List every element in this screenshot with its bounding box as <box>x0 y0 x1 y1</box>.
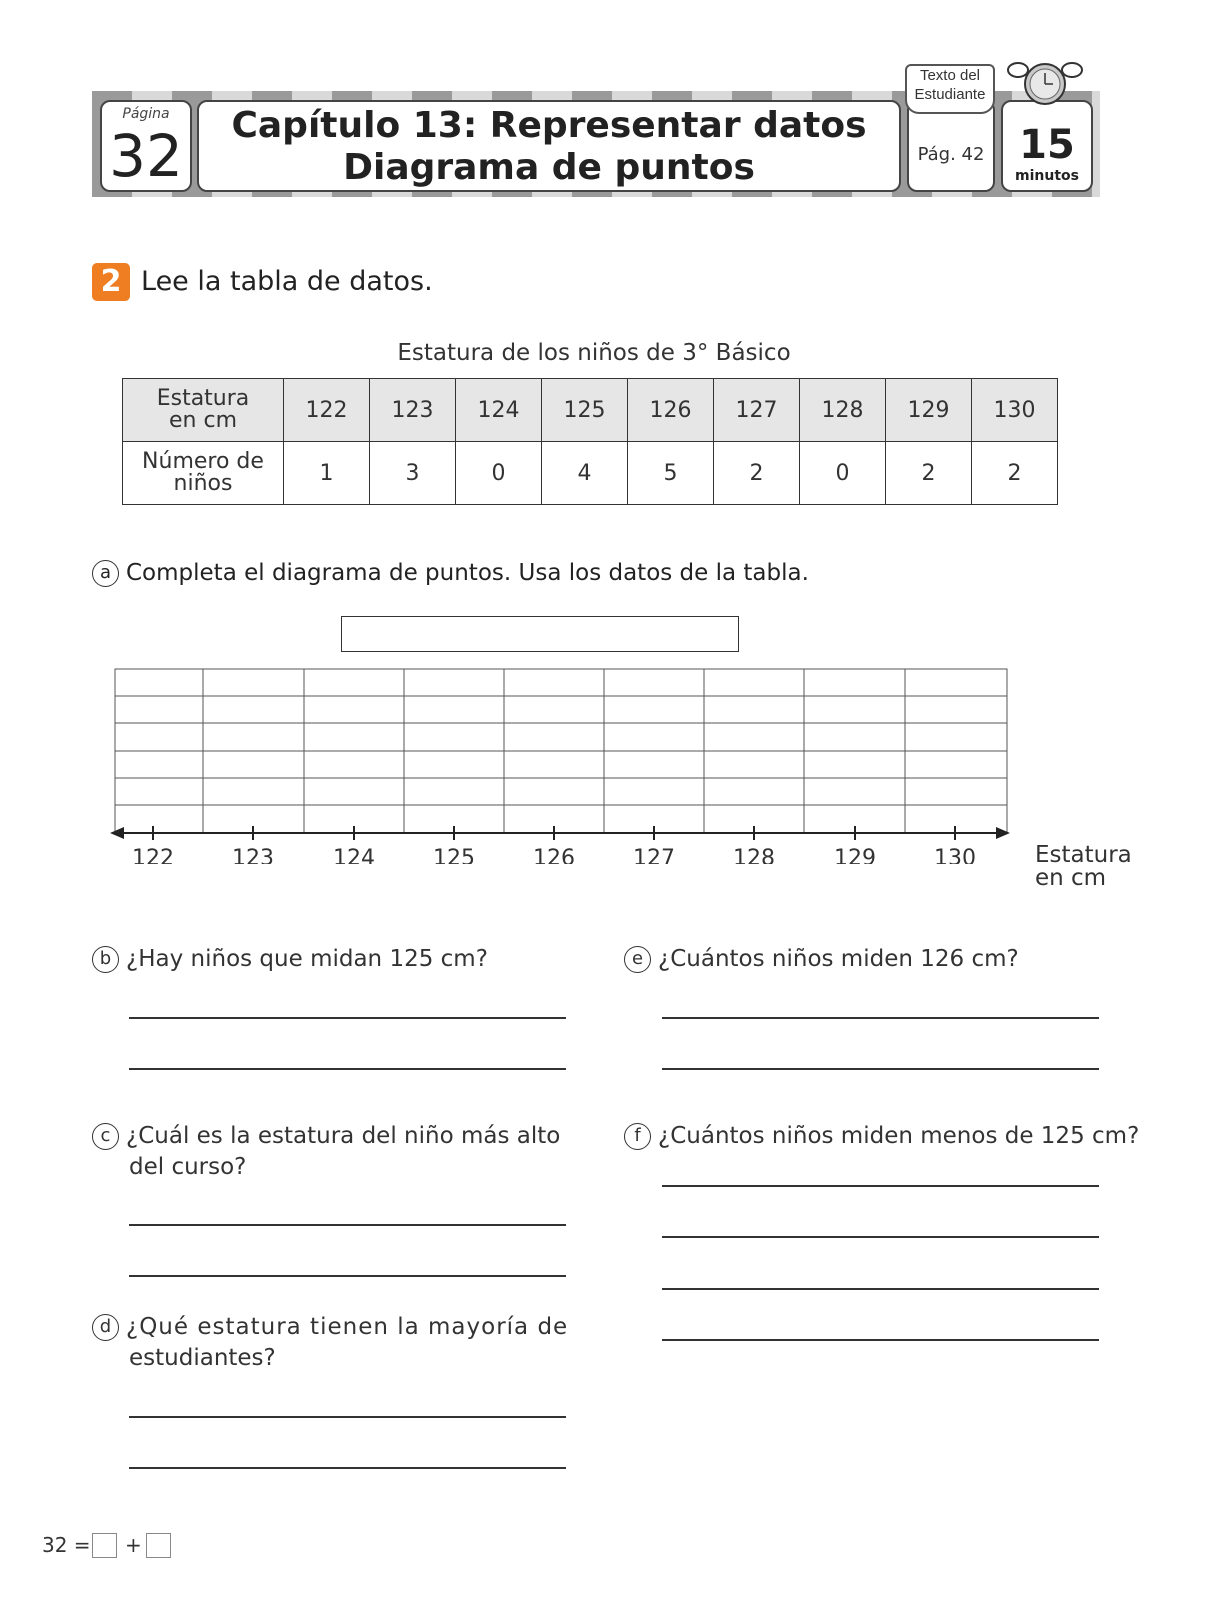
part-letter-b: b <box>92 946 119 973</box>
answer-line-f1[interactable] <box>662 1185 1099 1187</box>
tick-label: 124 <box>333 846 375 864</box>
height-cell: 127 <box>714 379 800 442</box>
axis-label-line: en cm <box>1035 865 1107 891</box>
data-table <box>122 378 1058 505</box>
axis-label <box>1035 844 1132 890</box>
page-number-box <box>100 100 192 192</box>
question-f <box>624 1121 1139 1152</box>
answer-line-c2[interactable] <box>129 1275 566 1277</box>
badge-line-2: Estudiante <box>914 86 986 103</box>
question-d-line2: estudiantes? <box>129 1345 276 1371</box>
page-label: Página <box>122 106 170 122</box>
question-b-text: ¿Hay niños que midan 125 cm? <box>126 946 488 972</box>
footer-equation-prefix: 32 = <box>42 1533 91 1557</box>
student-text-badge <box>905 64 995 114</box>
count-cell: 1 <box>284 442 370 505</box>
section-title: Diagrama de puntos <box>343 147 755 188</box>
left-arrow-icon <box>110 827 124 839</box>
height-cell: 128 <box>800 379 886 442</box>
badge-line-1: Texto del <box>919 67 981 84</box>
question-b <box>92 944 488 975</box>
tick-label: 129 <box>834 846 876 864</box>
count-cell: 0 <box>800 442 886 505</box>
count-cell: 0 <box>456 442 542 505</box>
part-a-text: Completa el diagrama de puntos. Usa los datos de la tabla. <box>126 560 809 586</box>
tick-label: 128 <box>733 846 775 864</box>
question-f-text: ¿Cuántos niños miden menos de 125 cm? <box>658 1123 1140 1149</box>
chapter-title: Capítulo 13: Representar datos <box>231 105 867 146</box>
question-c <box>92 1121 572 1183</box>
part-letter-e: e <box>624 946 651 973</box>
row-header-line: Número de <box>142 449 264 474</box>
row-header-line: en cm <box>169 408 237 433</box>
height-cell: 124 <box>456 379 542 442</box>
count-cell: 5 <box>628 442 714 505</box>
question-d-line1: ¿Qué estatura tienen la mayoría de <box>126 1314 569 1340</box>
tick-label: 123 <box>232 846 274 864</box>
count-cell: 4 <box>542 442 628 505</box>
tick-label: 130 <box>934 846 976 864</box>
height-cell: 122 <box>284 379 370 442</box>
student-text-page: Pág. 42 <box>917 144 985 165</box>
height-cell: 125 <box>542 379 628 442</box>
footer-box-2[interactable] <box>146 1533 171 1558</box>
part-letter-d: d <box>92 1314 119 1341</box>
dot-plot-grid[interactable] <box>110 664 1010 864</box>
question-c-line2: del curso? <box>129 1154 247 1180</box>
table-row-heights <box>123 379 1058 442</box>
answer-line-b2[interactable] <box>129 1068 566 1070</box>
item-number-badge: 2 <box>92 263 130 301</box>
tick-label: 125 <box>433 846 475 864</box>
part-a <box>92 560 809 587</box>
footer-box-1[interactable] <box>92 1533 117 1558</box>
tick-label: 126 <box>533 846 575 864</box>
answer-line-f2[interactable] <box>662 1236 1099 1238</box>
row-header-heights <box>123 379 284 442</box>
minutes-label: minutos <box>1015 168 1079 184</box>
answer-line-f3[interactable] <box>662 1288 1099 1290</box>
count-cell: 2 <box>886 442 972 505</box>
tick-label: 122 <box>132 846 174 864</box>
footer-plus: + <box>125 1533 142 1557</box>
part-letter-c: c <box>92 1123 119 1150</box>
diagram-title-field[interactable] <box>341 616 739 652</box>
count-cell: 2 <box>972 442 1058 505</box>
row-header-line: Estatura <box>156 386 250 411</box>
minutes-value: 15 <box>1019 122 1075 168</box>
height-cell: 130 <box>972 379 1058 442</box>
question-e <box>624 944 1019 975</box>
item-instruction: Lee la tabla de datos. <box>141 266 433 297</box>
right-arrow-icon <box>996 827 1010 839</box>
height-cell: 123 <box>370 379 456 442</box>
table-row-counts <box>123 442 1058 505</box>
count-cell: 3 <box>370 442 456 505</box>
answer-line-c1[interactable] <box>129 1224 566 1226</box>
count-cell: 2 <box>714 442 800 505</box>
time-box <box>1001 100 1093 192</box>
table-caption: Estatura de los niños de 3° Básico <box>397 340 791 366</box>
height-cell: 126 <box>628 379 714 442</box>
answer-line-d2[interactable] <box>129 1467 566 1469</box>
question-c-line1: ¿Cuál es la estatura del niño más alto <box>126 1123 561 1149</box>
row-header-line: niños <box>173 471 233 496</box>
axis-label-line: Estatura <box>1035 842 1132 868</box>
part-letter-a: a <box>92 560 119 587</box>
height-cell: 129 <box>886 379 972 442</box>
answer-line-d1[interactable] <box>129 1416 566 1418</box>
answer-line-f4[interactable] <box>662 1339 1099 1341</box>
alarm-clock-icon <box>1006 60 1086 110</box>
grid-lines <box>115 669 1007 833</box>
question-d <box>92 1312 572 1374</box>
answer-line-e1[interactable] <box>662 1017 1099 1019</box>
row-header-counts <box>123 442 284 505</box>
footer-equation <box>42 1533 91 1557</box>
answer-line-e2[interactable] <box>662 1068 1099 1070</box>
part-letter-f: f <box>624 1123 651 1150</box>
page-number: 32 <box>109 122 183 190</box>
question-e-text: ¿Cuántos niños miden 126 cm? <box>658 946 1019 972</box>
tick-label: 127 <box>633 846 675 864</box>
chapter-title-box <box>197 100 901 192</box>
answer-line-b1[interactable] <box>129 1017 566 1019</box>
